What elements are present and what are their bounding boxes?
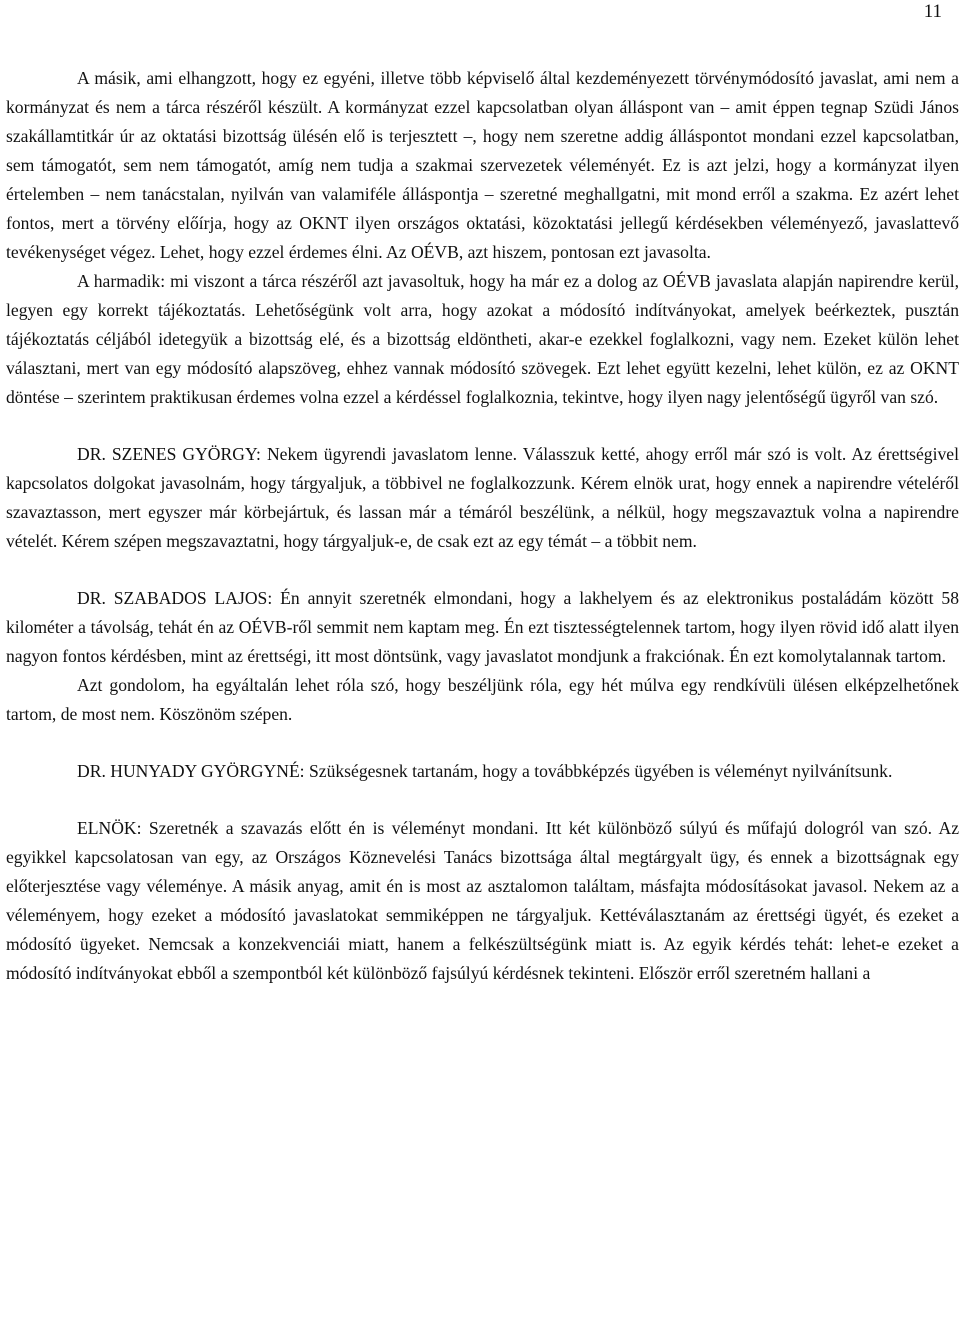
paragraph: DR. SZENES GYÖRGY: Nekem ügyrendi javaslatom lenne. Válasszuk ketté, ahogy erről már szó is volt. Az érettségivel kapcsolatos dolgokat javasolnám, hogy tárgyaljuk, a többivel ne foglalkozzunk. Kérem elnök urat, hogy ennek a napirendre vételéről szavaztasson, mert egyszer már körbejártuk, és lassan már a témáról beszélünk, a nélkül, hogy megszavaztuk volna a napirendre vételét. Kérem szépen megszavaztatni, hogy tárgyaljuk-e, de csak ezt az egy témát – a többit nem.: [6, 444, 959, 551]
document-body: [6, 64, 959, 988]
paragraph: DR. HUNYADY GYÖRGYNÉ: Szükségesnek tartanám, hogy a továbbképzés ügyében is véleményt nyilvánítsunk.: [77, 761, 893, 781]
paragraph: A harmadik: mi viszont a tárca részéről azt javasoltuk, hogy ha már ez a dolog az OÉVB javaslata alapján napirendre kerül, legyen egy korrekt tájékoztatás. Lehetőségünk volt arra, hogy azokat a módosító indítványokat, amelyek beérkeztek, pusztán tájékoztatás céljából idetegyük a bizottság elé, és a bizottság eldöntheti, akar-e ezekkel foglalkozni, vagy nem. Ezeket külön lehet választani, mert van egy módosító alapszöveg, ehhez vannak módosító szövegek. Ezt lehet együtt kezelni, lehet külön, ez az OKNT döntése – szerintem praktikusan érdemes volna ezzel a kérdéssel foglalkoznia, tekintve, hogy ilyen nagy jelentőségű ügyről van szó.: [6, 271, 959, 407]
paragraph: ELNÖK: Szeretnék a szavazás előtt én is véleményt mondani. Itt két különböző súlyú és műfajú dologról van szó. Az egyikkel kapcsolatosan van egy, az Országos Köznevelési Tanács bizottsága által megtárgyalt ügy, és ennek a bizottságnak egy előterjesztése vagy véleménye. A másik anyag, amit én is most az asztalomon találtam, másfajta módosításokat javasol. Nekem az a véleményem, hogy ezeket a módosító javaslatokat semmiképpen ne tárgyaljuk. Kettéválasztanám az érettségi ügyét, és ezeket a módosító ügyeket. Nemcsak a konzekvenciái miatt, hanem a felkészültségünk miatt is. Az egyik kérdés tehát: lehet-e ezeket a módosító indítványokat ebből a szempontból két különböző fajsúlyú kérdésnek tekinteni. Először erről szeretném hallani a: [6, 818, 959, 983]
page-number: 11: [923, 1, 942, 22]
paragraph: A másik, ami elhangzott, hogy ez egyéni, illetve több képviselő által kezdeményezett törvénymódosító javaslat, ami nem a kormányzat és nem a tárca részéről készült. A kormányzat ezzel kapcsolatban olyan álláspont van – amit éppen tegnap Szüdi János szakállamtitkár úr az oktatási bizottság ülésén elő is terjesztett –, hogy nem szeretne addig álláspontot mondani ezzel kapcsolatban, sem támogatót, sem nem támogatót, amíg nem tudja a szakmai szervezetek véleményét. Ez is azt jelzi, hogy a kormányzat ilyen értelemben – nem tanácstalan, nyilván van valamiféle álláspontja – szeretné meghallgatni, mit mond erről a szakma. Ez azért lehet fontos, mert a törvény előírja, hogy az OKNT ilyen országos oktatási, közoktatási jellegű kérdésekben véleményező, javaslattevő tevékenységet végez. Lehet, hogy ezzel érdemes élni. Az OÉVB, azt hiszem, pontosan ezt javasolta.: [6, 68, 959, 262]
paragraph: DR. SZABADOS LAJOS: Én annyit szeretnék elmondani, hogy a lakhelyem és az elektronikus postaládám között 58 kilométer a távolság, tehát én az OÉVB-ről semmit nem kaptam meg. Én ezt tisztességtelennek tartom, hogy ilyen rövid idő alatt ilyen nagyon fontos kérdésben, mint az érettségi, itt most döntsünk, vagy javaslatot mondjunk a frakciónak. Én ezt komolytalannak tartom.: [6, 588, 959, 666]
paragraph: Azt gondolom, ha egyáltalán lehet róla szó, hogy beszéljünk róla, egy hét múlva egy rendkívüli ülésen elképzelhetőnek tartom, de most nem. Köszönöm szépen.: [6, 675, 959, 724]
